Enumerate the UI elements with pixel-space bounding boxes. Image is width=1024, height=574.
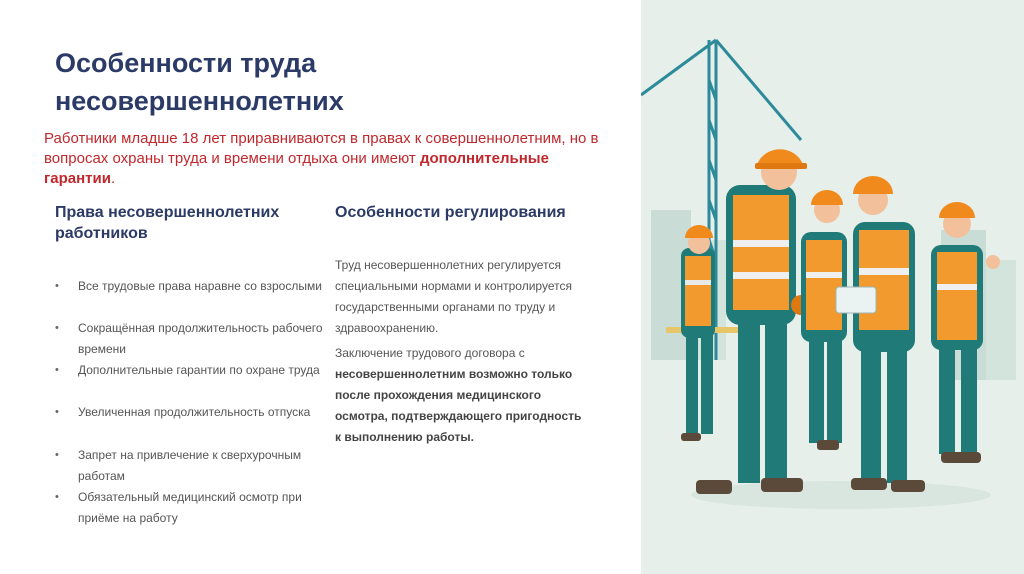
lead-text: Работники младше 18 лет приравниваются в правах к совершеннолетним, но в вопросах охраны труда и времени отдыха они имеют (44, 130, 599, 167)
list-item: • Дополнительные гарантии по охране труда (55, 360, 325, 381)
regulation-paragraph-2-plain: Заключение трудового договора с (335, 346, 525, 360)
list-item: • Сокращённая продолжительность рабочего времени (55, 318, 325, 360)
regulation-paragraph-1: Труд несовершеннолетних регулируется специальными нормами и контролируется государственными органами по труду и здравоохранению. (335, 258, 572, 335)
construction-workers-illustration (641, 0, 1024, 574)
page-title-line-2: несовершеннолетних (55, 86, 344, 116)
worker-figure (836, 176, 925, 492)
lead-emphasis: дополнительные гарантии (44, 150, 549, 187)
page-title-line-1: Особенности труда (55, 48, 317, 78)
regulation-paragraph-2 (335, 343, 585, 448)
lead-text-end: . (110, 170, 116, 187)
rights-heading: Права несовершеннолетних работников (55, 204, 280, 242)
worker-figure (801, 190, 847, 450)
regulation-heading: Особенности регулирования (335, 204, 566, 221)
list-item: • Запрет на привлечение к сверхурочным работам (55, 445, 325, 487)
list-item: • Увеличенная продолжительность отпуска (55, 402, 325, 423)
page-title (55, 44, 495, 120)
workers-illustration-icon (641, 0, 1024, 574)
regulation-paragraph-2-bold: несовершеннолетним возможно только после прохождения медицинского осмотра, подтверждающего пригодность к выполнению работы. (335, 367, 582, 444)
list-item: • Обязательный медицинский осмотр при приёме на работу (55, 487, 325, 529)
list-item: • Все трудовые права наравне со взрослыми (55, 276, 325, 297)
worker-figure (681, 225, 715, 441)
lead-paragraph (44, 129, 614, 189)
